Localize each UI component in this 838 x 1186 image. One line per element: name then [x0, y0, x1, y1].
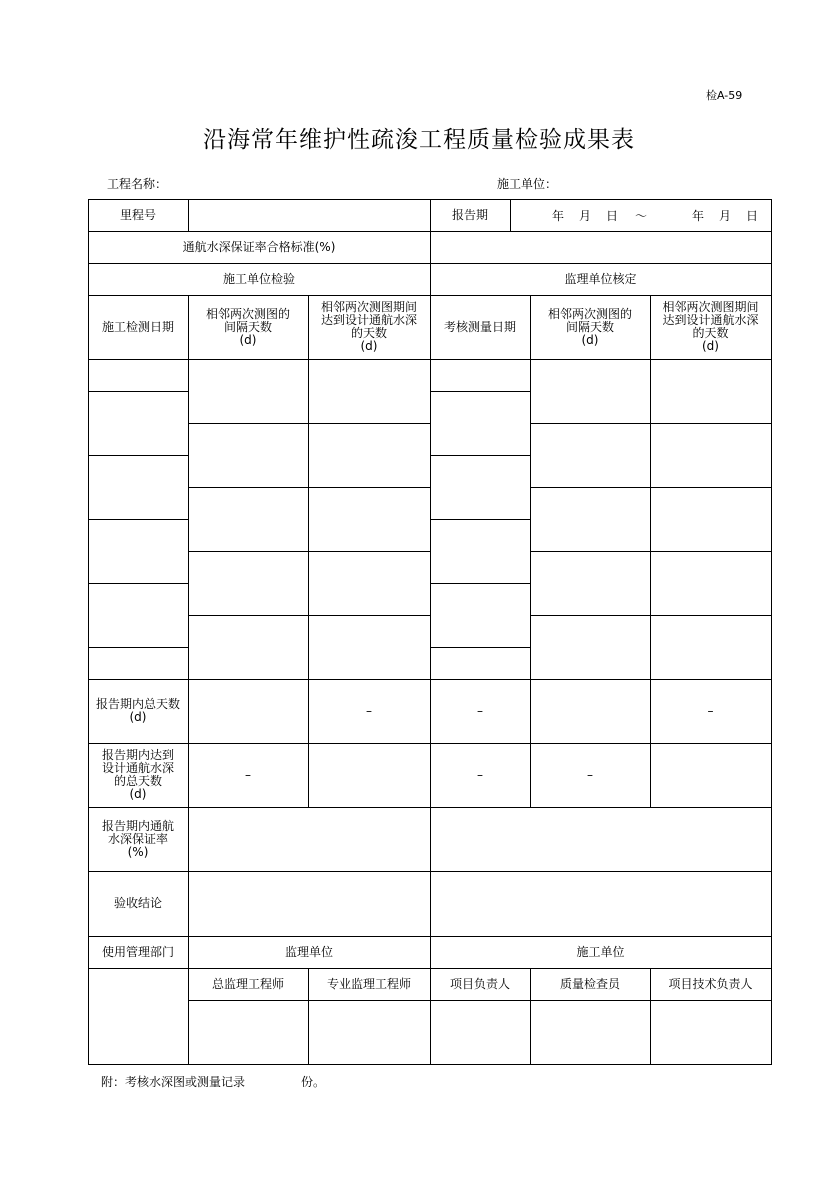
attachment-label: 附：考核水深图或测量记录	[101, 1075, 246, 1089]
col-supervisor-date: 考核测量日期	[443, 319, 516, 334]
page-title: 沿海常年维护性疏浚工程质量检验成果表	[203, 127, 635, 153]
reached-days-dash-c5: –	[587, 767, 593, 782]
date-range-tilde: ～	[635, 209, 648, 223]
project-manager-label: 项目负责人	[449, 976, 510, 991]
report-period-label: 报告期	[451, 207, 488, 222]
rate-supervisor-value[interactable]	[430, 807, 771, 871]
total-days-dash-c6: –	[707, 703, 714, 718]
col-supervisor-interval: 相邻两次测图的 间隔天数 (d)	[547, 306, 632, 347]
mileage-value[interactable]	[188, 199, 430, 231]
end-year-label: 年	[692, 209, 705, 223]
rate-label: 报告期内通航 水深保证率 (%)	[101, 818, 174, 859]
conclusion-label: 验收结论	[113, 896, 162, 910]
supervisor-verify-header: 监理单位核定	[564, 271, 637, 286]
col-contractor-date: 施工检测日期	[101, 319, 174, 334]
attachment-note	[101, 1073, 325, 1090]
standard-value[interactable]	[430, 231, 771, 263]
rate-contractor-value[interactable]	[188, 807, 430, 871]
mileage-label: 里程号	[119, 207, 156, 222]
start-month-label: 月	[579, 209, 592, 223]
reached-days-dash-c2: –	[245, 767, 251, 782]
dept-label: 使用管理部门	[101, 944, 174, 959]
chief-supervisor-label: 总监理工程师	[211, 976, 284, 991]
total-days-dash-c4: –	[477, 703, 483, 718]
contractor-name-label: 施工单位：	[497, 177, 558, 191]
col-contractor-interval: 相邻两次测图的 间隔天数 (d)	[205, 306, 290, 347]
contractor-check-header: 施工单位检验	[222, 271, 295, 286]
standard-label: 通航水深保证率合格标准(%)	[182, 239, 336, 254]
form-code: 检A-59	[706, 89, 743, 102]
signoff-supervisor-label: 监理单位	[284, 944, 333, 959]
start-year-label: 年	[552, 209, 565, 223]
total-days-dash-c3: –	[366, 703, 372, 718]
specialist-supervisor-label: 专业监理工程师	[326, 976, 411, 991]
conclusion-value[interactable]	[188, 871, 771, 936]
technical-lead-label: 项目技术负责人	[668, 976, 753, 991]
reached-days-dash-c4: –	[477, 767, 483, 782]
start-day-label: 日	[606, 209, 619, 223]
col-contractor-reached: 相邻两次测图期间 达到设计通航水深 的天数 (d)	[320, 300, 417, 353]
copies-suffix: 份。	[301, 1075, 326, 1089]
reached-days-label: 报告期内达到 设计通航水深 的总天数 (d)	[101, 748, 174, 801]
quality-inspector-label: 质量检查员	[559, 976, 620, 991]
total-days-label: 报告期内总天数 (d)	[95, 697, 180, 724]
signoff-contractor-label: 施工单位	[576, 944, 625, 959]
end-day-label: 日	[746, 209, 759, 223]
end-month-label: 月	[719, 209, 732, 223]
project-name-label: 工程名称：	[107, 177, 168, 191]
col-supervisor-reached: 相邻两次测图期间 达到设计通航水深 的天数 (d)	[662, 300, 759, 353]
